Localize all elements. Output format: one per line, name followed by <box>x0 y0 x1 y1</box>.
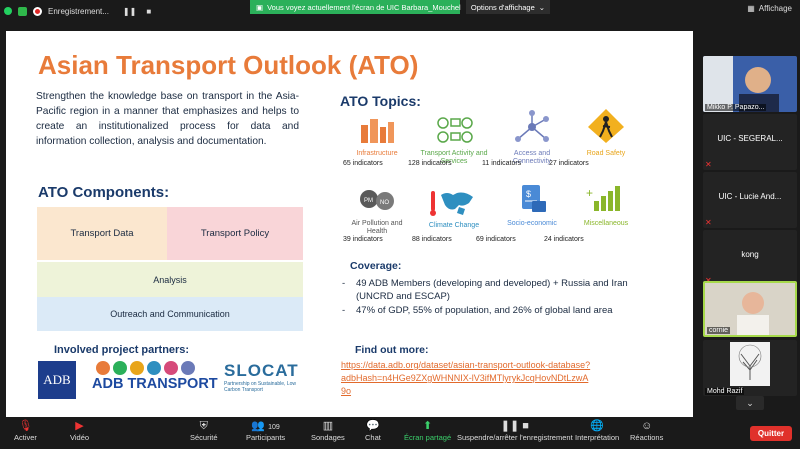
polls-label: Sondages <box>311 433 345 442</box>
grid-icon: ▦ <box>747 4 755 13</box>
topic-socio-economic <box>497 183 567 228</box>
globe-icon: 🌐 <box>590 420 604 432</box>
video-button[interactable] <box>70 420 89 442</box>
svg-text:PM: PM <box>364 198 373 204</box>
slide-intro: Strengthen the knowledge base on transport in the Asia-Pacific region in a manner that emphasizes and helps to create an institutionalized process for data and information collection, analysis and documentation. <box>36 91 299 147</box>
participants-panel <box>700 22 800 417</box>
leave-button[interactable]: Quitter <box>750 426 792 441</box>
topics-heading: ATO Topics: <box>340 93 421 109</box>
shared-slide <box>6 31 693 417</box>
slocat-subtitle: Partnership on Sustainable, Low Carbon Transport <box>224 381 296 393</box>
scroll-down-button[interactable]: ⌄ <box>736 396 764 410</box>
participant-tile[interactable] <box>703 340 797 396</box>
view-label: Affichage <box>758 4 792 13</box>
participant-name: cornie <box>709 327 729 334</box>
share-banner-text: Vous voyez actuellement l'écran de UIC Barbara_Mouchel <box>267 2 461 12</box>
pause-stop-icon: ❚❚ ■ <box>500 420 529 432</box>
buildings-icon <box>357 115 397 145</box>
topic-count: 24 indicators <box>544 236 584 243</box>
component-transport-data: Transport Data <box>37 207 167 260</box>
slocat-text: SLOCAT <box>224 361 299 380</box>
security-label: Sécurité <box>190 433 218 442</box>
recording-controls-button[interactable] <box>457 420 573 442</box>
participant-tile[interactable] <box>703 114 797 170</box>
coverage-heading: Coverage: <box>350 260 402 272</box>
topic-label: Air Pollution and Health <box>351 220 403 235</box>
connection-icon <box>4 7 12 15</box>
topic-count: 65 indicators <box>343 160 383 167</box>
stop-recording-icon[interactable]: ■ <box>146 6 152 16</box>
encryption-icon <box>18 7 27 16</box>
topic-label: Infrastructure <box>356 150 398 157</box>
participant-picture <box>703 340 797 390</box>
view-button[interactable] <box>747 4 792 13</box>
topic-label: Road Safety <box>586 150 626 157</box>
network-icon <box>512 109 552 145</box>
mic-muted-icon: ✕ <box>705 160 712 169</box>
participant-name: kong <box>741 250 759 259</box>
polls-icon: ▥ <box>322 420 334 432</box>
topic-label: Socio-economic <box>507 220 557 227</box>
slide-title: Asian Transport Outlook (ATO) <box>38 50 419 80</box>
svg-text:$: $ <box>526 189 532 199</box>
topic-count: 69 indicators <box>476 236 516 243</box>
screen-share-icon: ▣ <box>256 2 264 12</box>
topic-label: Access and Connectivity <box>512 150 552 165</box>
coverage-item: - 47% of GDP, 55% of population, and 26% of global land area <box>342 304 642 317</box>
participant-name: UIC - SEGERAL... <box>717 134 783 143</box>
meeting-toolbar <box>0 417 800 449</box>
coverage-list <box>342 277 642 318</box>
participant-tile[interactable] <box>703 230 797 286</box>
vehicles-icon <box>434 115 474 145</box>
reactions-label: Réactions <box>630 433 664 442</box>
reactions-button[interactable] <box>630 420 663 442</box>
chevron-down-icon: ⌄ <box>538 2 546 12</box>
participant-name: Mohd Razif <box>707 388 743 395</box>
smiley-icon: ☺ <box>641 420 653 432</box>
topic-count: 88 indicators <box>412 236 452 243</box>
participant-tile[interactable] <box>703 56 797 112</box>
video-label: Vidéo <box>70 433 90 442</box>
topic-count: 27 indicators <box>549 160 589 167</box>
topic-miscellaneous <box>571 183 641 228</box>
topic-count: 11 indicators <box>482 160 522 167</box>
share-screen-label: Écran partagé <box>404 433 452 442</box>
participant-tile-active-speaker[interactable] <box>703 281 797 337</box>
svg-text:+: + <box>586 186 594 200</box>
view-options-button[interactable] <box>466 0 550 14</box>
bar-chart-icon <box>586 183 626 215</box>
unmute-button[interactable] <box>14 420 37 442</box>
partners-heading: Involved project partners: <box>54 344 190 356</box>
share-screen-icon: ⬆ <box>422 420 433 432</box>
pollution-clouds-icon <box>357 183 397 215</box>
coverage-item: - 49 ADB Members (developing and developed) + Russia and Iran (UNCRD and ESCAP) <box>342 277 642 303</box>
chat-button[interactable] <box>365 420 381 442</box>
find-more-heading: Find out more: <box>355 344 429 356</box>
mic-muted-icon: ✕ <box>705 218 712 227</box>
dataset-link[interactable]: https://data.adb.org/dataset/asian-transport-outlook-database?adbHash=n4HGe9ZXgWHNNIX-lV3ifMTlyrykJcqHovNDtLzwA9o <box>341 360 591 396</box>
adb-transport-text: ADB TRANSPORT <box>92 376 218 392</box>
participant-name: UIC - Lucie And... <box>718 192 782 201</box>
top-bar <box>0 0 800 22</box>
component-outreach: Outreach and Communication <box>37 297 303 331</box>
topic-infrastructure <box>342 115 412 158</box>
recording-label: Enregistrement... <box>48 6 109 16</box>
interpretation-label: Interprétation <box>575 433 620 442</box>
topic-climate-change <box>419 187 489 230</box>
participants-label: Participants <box>246 433 286 442</box>
topic-access-connectivity <box>497 109 567 166</box>
topic-label: Transport Activity and Services <box>420 150 488 165</box>
component-analysis: Analysis <box>37 262 303 297</box>
pause-recording-icon[interactable]: ❚❚ <box>122 6 137 16</box>
svg-text:NO: NO <box>380 200 389 206</box>
participants-count: 109 <box>268 424 280 431</box>
security-button[interactable] <box>190 420 218 442</box>
camera-off-icon: ▶ <box>75 420 84 432</box>
chat-label: Chat <box>365 433 381 442</box>
topic-label: Miscellaneous <box>583 220 629 227</box>
topic-count: 128 indicators <box>408 160 452 167</box>
view-options-label: Options d'affichage <box>470 2 535 12</box>
climate-globe-icon <box>429 187 479 217</box>
recording-indicator <box>4 3 164 19</box>
recording-controls-label: Suspendre/arrêter l'enregistrement <box>457 433 573 442</box>
share-banner <box>250 0 460 14</box>
shield-icon: ⛨ <box>199 420 208 432</box>
participants-icon: 👥 109 <box>251 420 280 432</box>
topic-air-pollution <box>342 183 412 236</box>
mic-muted-icon: 🎙 <box>18 420 33 432</box>
road-safety-icon <box>586 107 626 145</box>
topic-transport-activity <box>419 115 489 166</box>
chat-icon: 💬 <box>366 420 380 432</box>
slocat-logo <box>224 361 306 401</box>
topic-road-safety <box>571 107 641 158</box>
record-icon <box>33 7 42 16</box>
adb-transport-logo <box>92 361 218 401</box>
adb-logo: ADB <box>38 361 76 399</box>
participant-name: Mikko P. Papazo... <box>707 104 765 111</box>
participants-button[interactable] <box>246 420 285 442</box>
share-screen-button[interactable] <box>404 420 451 442</box>
component-transport-policy: Transport Policy <box>167 207 303 260</box>
unmute-label: Activer <box>14 433 37 442</box>
polls-button[interactable] <box>311 420 345 442</box>
interpretation-button[interactable] <box>575 420 619 442</box>
topic-count: 39 indicators <box>343 236 383 243</box>
topic-label: Climate Change <box>428 222 480 229</box>
participant-tile[interactable] <box>703 172 797 228</box>
components-heading: ATO Components: <box>38 184 170 201</box>
socio-economic-icon <box>512 183 552 215</box>
